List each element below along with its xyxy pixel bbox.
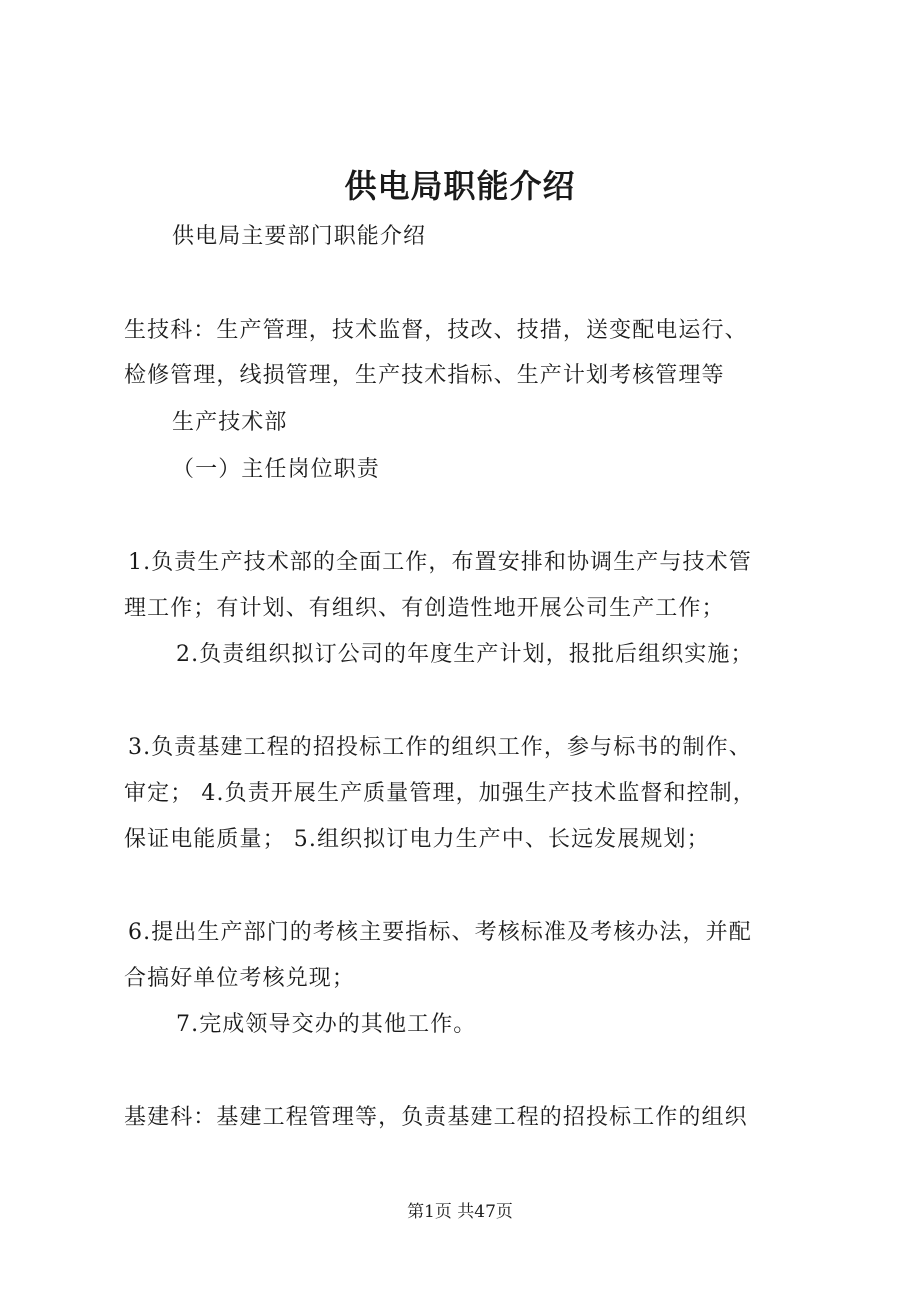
paragraph-line: 6.提出生产部门的考核主要指标、考核标准及考核办法，并配 xyxy=(128,920,752,945)
paragraph-line: 2.负责组织拟订公司的年度生产计划，报批后组织实施； xyxy=(176,642,754,667)
paragraph-line: 保证电能质量； 5.组织拟订电力生产中、长远发展规划； xyxy=(124,827,710,852)
paragraph-line: 生技科：生产管理，技术监督，技改、技措，送变配电运行、 xyxy=(124,318,748,343)
paragraph-line: 1.负责生产技术部的全面工作，布置安排和协调生产与技术管 xyxy=(128,550,752,575)
paragraph-line: 基建科：基建工程管理等，负责基建工程的招投标工作的组织 xyxy=(124,1105,748,1130)
paragraph-line: 审定； 4.负责开展生产质量管理，加强生产技术监督和控制， xyxy=(124,781,756,806)
paragraph-line: 合搞好单位考核兑现； xyxy=(124,966,356,991)
paragraph-line: 检修管理，线损管理，生产技术指标、生产计划考核管理等 xyxy=(124,363,725,388)
section-heading: （一）主任岗位职责 xyxy=(172,457,380,482)
subtitle: 供电局主要部门职能介绍 xyxy=(172,224,427,249)
paragraph-line: 7.完成领导交办的其他工作。 xyxy=(176,1012,477,1037)
paragraph-line: 理工作；有计划、有组织、有创造性地开展公司生产工作； xyxy=(124,596,725,621)
section-heading: 生产技术部 xyxy=(172,410,288,435)
page-footer: 第1页 共47页 xyxy=(407,1202,513,1222)
paragraph-line: 3.负责基建工程的招投标工作的组织工作，参与标书的制作、 xyxy=(128,735,752,760)
document-title: 供电局职能介绍 xyxy=(344,167,576,205)
